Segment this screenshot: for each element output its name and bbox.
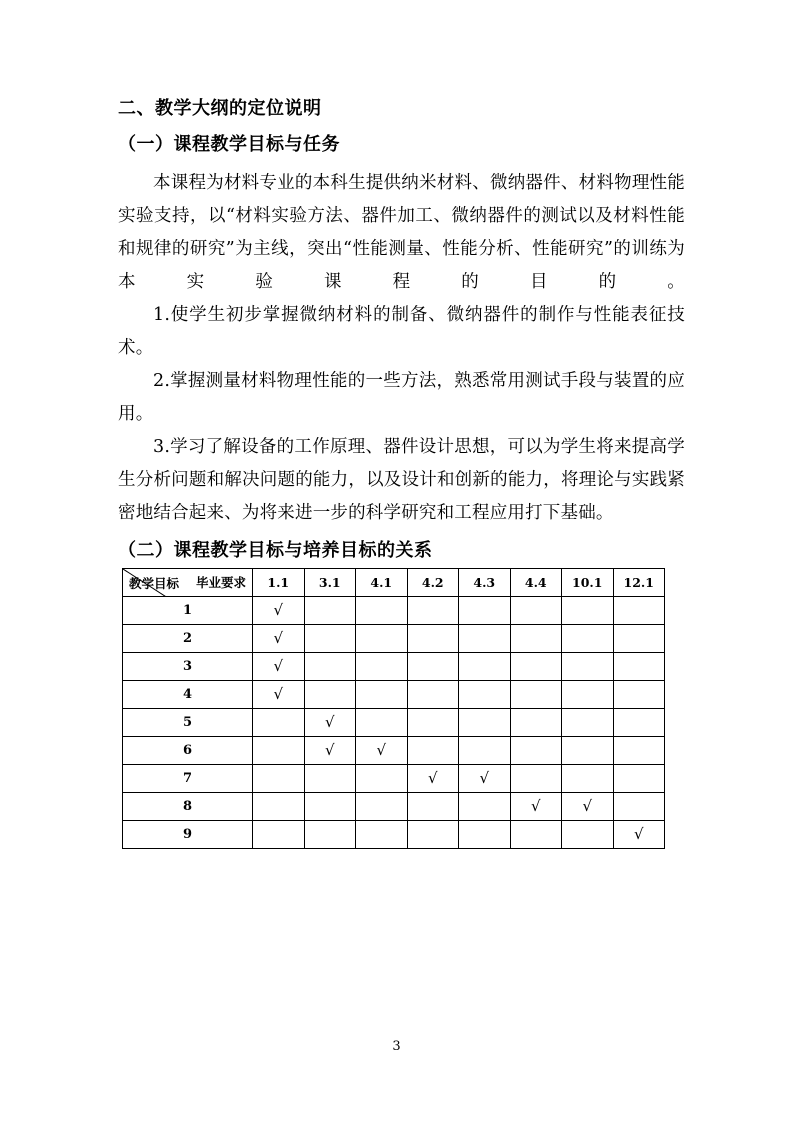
matrix-cell-empty: [510, 596, 562, 624]
subsection-heading-1: （一）课程教学目标与任务: [118, 133, 340, 155]
matrix-cell-empty: [459, 596, 511, 624]
matrix-cell-checked: [562, 792, 614, 820]
row-header: 2: [123, 624, 253, 652]
matrix-cell-empty: [510, 708, 562, 736]
matrix-cell-empty: [253, 764, 305, 792]
table-row: [123, 596, 665, 624]
row-header: 5: [123, 708, 253, 736]
matrix-cell-empty: [304, 652, 356, 680]
row-header: 8: [123, 792, 253, 820]
matrix-cell-checked: [407, 764, 459, 792]
paragraph-goal-1: 1.使学生初步掌握微纳材料的制备、微纳器件的制作与性能表征技术。: [118, 305, 685, 359]
matrix-cell-empty: [613, 596, 665, 624]
check-icon: √: [273, 629, 284, 648]
check-icon: √: [273, 685, 284, 704]
matrix-cell-empty: [562, 820, 614, 848]
matrix-cell-empty: [459, 624, 511, 652]
matrix-cell-checked: [253, 652, 305, 680]
matrix-cell-empty: [304, 764, 356, 792]
matrix-cell-empty: [510, 764, 562, 792]
matrix-cell-empty: [304, 792, 356, 820]
table-row: [123, 764, 665, 792]
paragraph-intro: 本课程为材料专业的本科生提供纳米材料、微纳器件、材料物理性能实验支持，以“材料实验方法、器件加工、微纳器件的测试以及材料性能和规律的研究”为主线，突出“性能测量、性能分析、性能研究”的训练为本实验课程的目的。: [118, 173, 685, 293]
matrix-cell-empty: [459, 680, 511, 708]
table-row: [123, 820, 665, 848]
table-row: [123, 708, 665, 736]
matrix-cell-empty: [459, 652, 511, 680]
matrix-cell-empty: [613, 652, 665, 680]
matrix-cell-empty: [459, 820, 511, 848]
table-row: [123, 624, 665, 652]
matrix-cell-empty: [613, 792, 665, 820]
check-icon: √: [324, 713, 335, 732]
matrix-cell-empty: [356, 820, 408, 848]
corner-top-label: 毕业要求: [195, 574, 246, 590]
matrix-cell-empty: [356, 680, 408, 708]
check-icon: √: [376, 741, 387, 760]
matrix-cell-empty: [304, 680, 356, 708]
table-row: [123, 736, 665, 764]
matrix-cell-empty: [356, 764, 408, 792]
row-header: 1: [123, 596, 253, 624]
section-heading: 二、教学大纲的定位说明: [118, 98, 322, 119]
table-row: [123, 680, 665, 708]
column-header: 4.1: [356, 568, 408, 596]
check-icon: √: [427, 769, 438, 788]
paragraph-goal-3: 3.学习了解设备的工作原理、器件设计思想，可以为学生将来提高学生分析问题和解决问题的能力，以及设计和创新的能力，将理论与实践紧密地结合起来、为将来进一步的科学研究和工程应用打下基础。: [118, 437, 685, 524]
matrix-cell-empty: [407, 820, 459, 848]
matrix-cell-empty: [510, 680, 562, 708]
column-header: 1.1: [253, 568, 305, 596]
table-header-row: [123, 568, 665, 596]
table-body: [123, 596, 665, 848]
check-icon: √: [273, 657, 284, 676]
matrix-cell-empty: [407, 596, 459, 624]
matrix-cell-empty: [253, 792, 305, 820]
matrix-cell-empty: [562, 736, 614, 764]
check-icon: √: [530, 797, 541, 816]
matrix-cell-empty: [356, 792, 408, 820]
matrix-cell-empty: [356, 624, 408, 652]
matrix-cell-empty: [562, 680, 614, 708]
matrix-cell-empty: [562, 764, 614, 792]
matrix-cell-checked: [613, 820, 665, 848]
check-icon: √: [273, 601, 284, 620]
matrix-cell-empty: [356, 596, 408, 624]
column-header: 4.4: [510, 568, 562, 596]
matrix-cell-empty: [304, 820, 356, 848]
column-header: 12.1: [613, 568, 665, 596]
row-header: 4: [123, 680, 253, 708]
column-header: 4.3: [459, 568, 511, 596]
check-icon: √: [479, 769, 490, 788]
matrix-cell-checked: [510, 792, 562, 820]
column-header: 3.1: [304, 568, 356, 596]
matrix-cell-empty: [407, 708, 459, 736]
matrix-cell-empty: [510, 652, 562, 680]
matrix-cell-empty: [613, 736, 665, 764]
objectives-requirements-matrix: [122, 568, 665, 849]
matrix-cell-empty: [407, 680, 459, 708]
matrix-cell-empty: [613, 764, 665, 792]
matrix-cell-empty: [253, 736, 305, 764]
matrix-cell-empty: [510, 736, 562, 764]
matrix-cell-empty: [510, 624, 562, 652]
matrix-cell-empty: [407, 652, 459, 680]
matrix-cell-empty: [459, 792, 511, 820]
matrix-cell-checked: [459, 764, 511, 792]
matrix-cell-empty: [356, 708, 408, 736]
matrix-cell-empty: [407, 792, 459, 820]
matrix-cell-empty: [562, 652, 614, 680]
paragraph-goal-2: 2.掌握测量材料物理性能的一些方法，熟悉常用测试手段与装置的应用。: [118, 371, 685, 425]
matrix-cell-empty: [407, 624, 459, 652]
matrix-cell-empty: [356, 652, 408, 680]
page-number: 3: [392, 1039, 401, 1054]
column-header: 4.2: [407, 568, 459, 596]
row-header: 7: [123, 764, 253, 792]
check-icon: √: [324, 741, 335, 760]
table-row: [123, 792, 665, 820]
corner-bottom-label: 教学目标: [129, 575, 180, 591]
matrix-cell-checked: [253, 596, 305, 624]
matrix-cell-checked: [253, 680, 305, 708]
table-corner-cell: [123, 568, 253, 596]
matrix-cell-empty: [253, 708, 305, 736]
row-header: 3: [123, 652, 253, 680]
matrix-cell-checked: [304, 708, 356, 736]
matrix-cell-checked: [356, 736, 408, 764]
check-icon: √: [633, 825, 644, 844]
matrix-cell-empty: [304, 596, 356, 624]
matrix-cell-empty: [562, 708, 614, 736]
matrix-cell-empty: [459, 708, 511, 736]
table-row: [123, 652, 665, 680]
matrix-cell-checked: [253, 624, 305, 652]
matrix-cell-empty: [407, 736, 459, 764]
subsection-heading-2: （二）课程教学目标与培养目标的关系: [118, 540, 433, 562]
matrix-cell-empty: [253, 820, 305, 848]
matrix-cell-empty: [562, 624, 614, 652]
matrix-cell-empty: [613, 708, 665, 736]
check-icon: √: [582, 797, 593, 816]
column-header: 10.1: [562, 568, 614, 596]
matrix-cell-empty: [459, 736, 511, 764]
matrix-cell-empty: [304, 624, 356, 652]
row-header: 6: [123, 736, 253, 764]
matrix-cell-checked: [304, 736, 356, 764]
matrix-cell-empty: [613, 680, 665, 708]
matrix-cell-empty: [510, 820, 562, 848]
matrix-cell-empty: [613, 624, 665, 652]
matrix-cell-empty: [562, 596, 614, 624]
row-header: 9: [123, 820, 253, 848]
